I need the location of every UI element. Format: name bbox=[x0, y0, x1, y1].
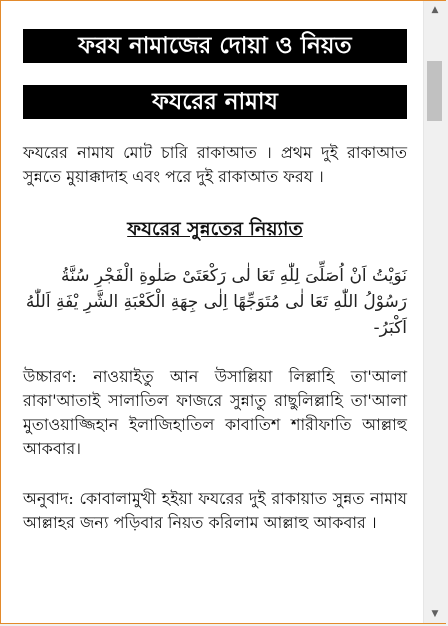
arrow-down-icon[interactable]: ▼ bbox=[431, 609, 439, 619]
vertical-scrollbar[interactable] bbox=[423, 1, 446, 623]
intro-paragraph: ফযরের নামায মোট চারি রাকাআত । প্রথম দুই রাকাআত সুন্নতে মুয়াক্কাদাহ এবং পরে দুই রাকাআত ফরয । bbox=[23, 143, 407, 186]
arrow-up-icon[interactable]: ▲ bbox=[431, 5, 439, 15]
main-title-banner: ফরয নামাজের দোয়া ও নিয়ত bbox=[23, 29, 407, 63]
scroll-thumb[interactable] bbox=[427, 61, 442, 121]
section-title-banner: ফযরের নামায bbox=[23, 85, 407, 119]
translation-paragraph: অনুবাদ: কোবালামুখী হইয়া ফযরের দুই রাকায়াত সুন্নত নামায আল্লাহর জন্য পড়িবার নিয়ত করিলাম আল্লাহু আকবার । bbox=[23, 489, 407, 532]
arabic-niyyah-text: نَوَيْتُ اَنْ اُصَلِّىَ لِلّٰهِ تَعَا لٰى رَكْعَتَىْ صَلٰوةِ الْفَجْرِ سُنَّةُ رَسُوْلُ اللّٰهِ تَعَا لٰى مُتَوَجِّهًا اِلٰى جِهَةِ الْكَعْبَةِ الشَّرِ يْفَةِ اَللّٰهُ اَكْبَرُ- bbox=[25, 266, 407, 338]
subheading: ফযরের সুন্নতের নিয়্যাত bbox=[127, 218, 303, 240]
content-area[interactable] bbox=[1, 1, 423, 623]
pronunciation-paragraph: উচ্চারণ: নাওয়াইতু আন উসাল্লিয়া লিল্লাহি তা'আলা রাকা'আতাই সালাতিল ফাজরে সুন্নাতু রাছুলিল্লাহি তা'আলা মুতাওয়াজ্জিহান ইলাজিহাতিল কাবাতিশ শারীফাতি আল্লাহু আকবার। bbox=[23, 367, 407, 458]
